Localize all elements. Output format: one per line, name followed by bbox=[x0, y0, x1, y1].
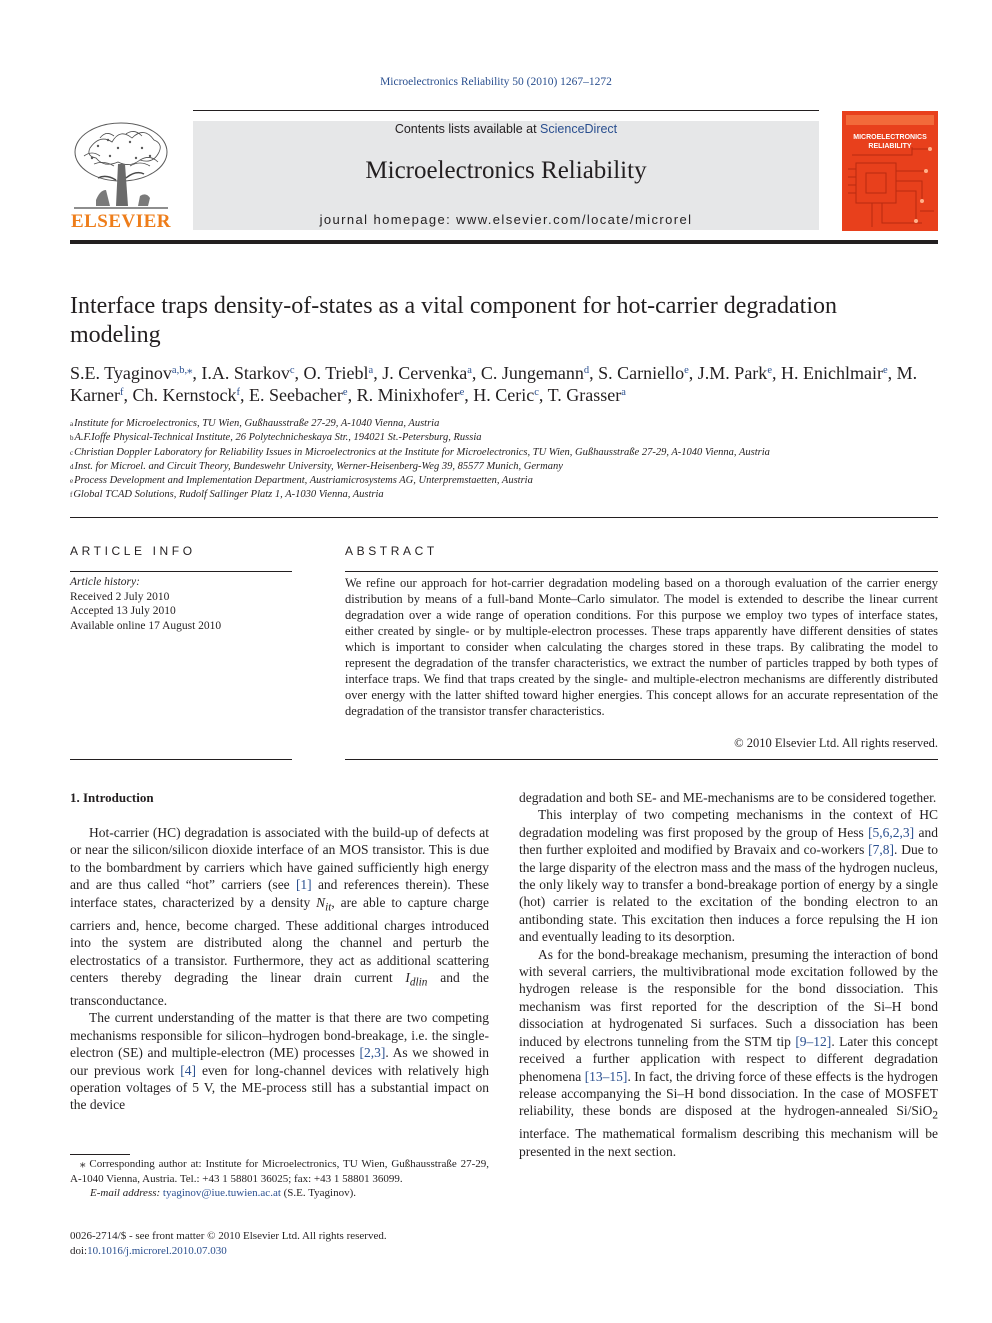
subscript: 2 bbox=[932, 1110, 938, 1122]
text-run: , are able to capture charge carriers and, hence, become charged. These additional charges introduced into the system are distributed along the channel and perturb the electrostatics of a transistor. Furthermore, they act as additional scattering centers thereby degrading the linear drain current bbox=[70, 894, 489, 985]
front-matter bbox=[70, 1229, 387, 1258]
affiliation-item bbox=[70, 460, 938, 474]
symbol-text: I bbox=[405, 969, 410, 985]
citation-link[interactable]: [9–12] bbox=[795, 1033, 832, 1049]
affiliation-key: d bbox=[70, 462, 74, 471]
text-run: and references therein). These interface states, characterized by a density bbox=[70, 877, 489, 910]
author-separator: , bbox=[464, 385, 474, 405]
text-run: interface. The mathematical formalism describing this mechanism will be presented in the next section. bbox=[519, 1126, 938, 1159]
author-name: S.E. Tyaginov bbox=[70, 363, 172, 383]
doi-link[interactable]: 10.1016/j.microrel.2010.07.030 bbox=[87, 1244, 227, 1257]
author-separator: , bbox=[123, 385, 133, 405]
author-name: R. Minixhofer bbox=[356, 385, 460, 405]
author-name: H. Ceric bbox=[473, 385, 535, 405]
paragraph bbox=[519, 946, 938, 1161]
author-affiliation-marker[interactable]: e bbox=[684, 365, 689, 376]
citation-link[interactable]: [2,3] bbox=[359, 1045, 386, 1061]
author-name: J.M. Park bbox=[697, 363, 768, 383]
elsevier-wordmark: ELSEVIER bbox=[70, 211, 172, 232]
author-affiliation-marker[interactable]: f bbox=[119, 387, 124, 398]
section-heading: 1. Introduction bbox=[70, 790, 154, 805]
author-list bbox=[70, 362, 938, 406]
author-separator: , bbox=[347, 385, 357, 405]
text-run: This interplay of two competing mechanisms in the context of HC degradation modeling was first proposed by the group of Hess bbox=[519, 807, 938, 840]
received-date: Received 2 July 2010 bbox=[70, 590, 170, 603]
doi-label: doi: bbox=[70, 1244, 88, 1257]
paragraph bbox=[70, 824, 489, 1009]
symbol-idlin bbox=[405, 969, 428, 989]
affiliation-text: Inst. for Microel. and Circuit Theory, Bundeswehr University, Werner-Heisenberg-Weg 39, 85577 Munich, Germany bbox=[74, 460, 563, 472]
text-run: even for long-channel devices with relatively high operation voltages of 5 V, the ME-process still has a substantial impact on the device bbox=[70, 1062, 490, 1113]
footnote-marker: ⁎ bbox=[80, 1158, 86, 1170]
affiliation-key: c bbox=[70, 448, 74, 457]
author-separator: , bbox=[538, 385, 548, 405]
circuit-cover-icon bbox=[842, 111, 938, 231]
author-name: T. Grasser bbox=[547, 385, 622, 405]
author-name: S. Carniello bbox=[598, 363, 685, 383]
affiliation-key: a bbox=[70, 420, 74, 428]
citation-link[interactable]: [13–15] bbox=[584, 1068, 628, 1084]
paragraph bbox=[70, 1009, 489, 1113]
author-affiliation-marker[interactable]: c bbox=[289, 365, 295, 376]
author-name: C. Jungemann bbox=[480, 363, 584, 383]
author-affiliation-marker[interactable]: a,b,⁎ bbox=[171, 365, 193, 376]
email-label: E-mail address: bbox=[90, 1187, 163, 1199]
affiliation-text: Christian Doppler Laboratory for Reliability Issues in Microelectronics at the Institute for Microelectronics, TU Wien, Gußhausstraße 27-29, A-1040 Vienna, Austria bbox=[74, 446, 770, 458]
journal-title: Microelectronics Reliability bbox=[365, 157, 647, 184]
paragraph bbox=[519, 806, 938, 945]
doi-line bbox=[70, 1244, 387, 1259]
author-separator: , bbox=[771, 363, 781, 383]
citation-link[interactable]: [1] bbox=[295, 877, 312, 893]
abstract-heading: ABSTRACT bbox=[345, 544, 438, 558]
author-name: E. Seebacher bbox=[248, 385, 343, 405]
author-name: O. Triebl bbox=[303, 363, 369, 383]
affiliation-text: A.F.Ioffe Physical-Technical Institute, 26 Polytechnicheskaya Str., 194021 St.-Petersburg, Russia bbox=[74, 432, 482, 444]
header-rule bbox=[193, 110, 819, 111]
corresponding-author-footnote bbox=[70, 1157, 489, 1201]
article-info-rule-top bbox=[70, 571, 292, 572]
symbol-nit bbox=[316, 894, 332, 914]
affiliation-item bbox=[70, 417, 938, 431]
affiliation-key: b bbox=[70, 434, 74, 443]
article-info-rule-bottom bbox=[70, 759, 292, 760]
article-info-heading: ARTICLE INFO bbox=[70, 544, 196, 558]
citation-link[interactable]: [7,8] bbox=[868, 842, 895, 858]
author-name: I.A. Starkov bbox=[201, 363, 290, 383]
cover-title-line1: MICROELECTRONICS bbox=[853, 134, 927, 141]
abstract-rule-top bbox=[345, 571, 938, 572]
history-label: Article history: bbox=[70, 576, 140, 588]
author-affiliation-marker[interactable]: e bbox=[459, 387, 465, 398]
text-run: Hot-carrier (HC) degradation is associated with the build-up of defects at or near the silicon/silicon dioxide interface of an MOS transistor. This is due to the bombardment by carriers which have gained sufficiently high energy and are thus called “hot” carriers (see bbox=[70, 825, 489, 893]
body-column-left bbox=[70, 824, 489, 1114]
citation-link[interactable]: [4] bbox=[180, 1062, 196, 1078]
author-affiliation-marker[interactable]: a bbox=[621, 387, 626, 398]
affiliation-text: Institute for Microelectronics, TU Wien, Gußhausstraße 27-29, A-1040 Vienna, Austria bbox=[74, 418, 440, 429]
abstract-rule-bottom bbox=[345, 759, 938, 760]
contents-prefix: Contents lists available at bbox=[394, 122, 541, 136]
footnote-rule bbox=[70, 1154, 130, 1155]
sciencedirect-link[interactable]: ScienceDirect bbox=[540, 122, 618, 136]
author-separator: , bbox=[192, 363, 202, 383]
author-separator: , bbox=[373, 363, 383, 383]
abstract-text: We refine our approach for hot-carrier degradation modeling based on a thorough evaluation of the carrier energy distribution by means of a full-band Monte–Carlo simulator. The model is extended to describe the linear current degradation over a wide range of operation conditions. For this purpose we employ two types of interface states, either created by single- or by multiple-electron processes. These traps apparently have different densities of states which is important to consider when calculating the charges stored in these traps. By calibrating the model to represent the degradation of the transfer characteristics, we extract the number of particles trapped by both types of interface traps. We find that traps created by the single- and multiple-electron mechanisms are differently distributed over energy with the latter shifted toward higher energies. This concept allows for an accurate representation of the degradation of the transistor transfer characteristics. bbox=[345, 576, 938, 718]
author-affiliation-marker[interactable]: c bbox=[534, 387, 539, 398]
issn-line: 0026-2714/$ - see front matter © 2010 Elsevier Ltd. All rights reserved. bbox=[70, 1230, 387, 1242]
author-separator: , bbox=[471, 363, 481, 383]
tree-icon bbox=[70, 120, 172, 212]
cover-title-line2: RELIABILITY bbox=[868, 143, 912, 150]
affiliation-item bbox=[70, 431, 938, 445]
author-name: Ch. Kernstock bbox=[132, 385, 237, 405]
author-separator: , bbox=[589, 363, 599, 383]
text-run: As for the bond-breakage mechanism, presuming the interaction of bond with several carriers, the multivibrational mode excitation followed by the hydrogen release is the responsible for the bond dissociation. This mechanism was first reported for the description of the Si–H bond dissociation at hydrogenated Si surfaces. Such a dissociation has been induced by electrons tunneling from the STM tip bbox=[519, 946, 938, 1049]
journal-cover bbox=[842, 111, 938, 231]
cover-title bbox=[842, 133, 938, 151]
text-run: . Due to the large disparity of the electron mass and the mass of the hydrogen nucleus, the only likely way to transfer a bond-breakage portion of energy by a single (hot) carrier is related to the excitation of the bonding electron to an antibonding state. This excitation then induces a force repulsing the H ion and eventually leading to its desorption. bbox=[519, 842, 938, 945]
text-run: and then further exploited and modified by Bravaix and co-workers bbox=[519, 824, 938, 858]
masthead bbox=[193, 121, 819, 230]
symbol-subscript: dlin bbox=[409, 976, 428, 989]
affiliation-rule bbox=[70, 517, 938, 518]
paragraph: degradation and both SE- and ME-mechanisms are to be considered together. bbox=[519, 790, 937, 805]
author-separator: , bbox=[239, 385, 249, 405]
accepted-date: Accepted 13 July 2010 bbox=[70, 605, 176, 617]
author-name: M. Karner bbox=[70, 363, 918, 405]
affiliation-list bbox=[70, 417, 938, 503]
footnote-text: Corresponding author at: Institute for Microelectronics, TU Wien, Gußhausstraße 27-29, A-1040 Vienna, Austria. Tel.: +43 1 58801 36025; fax: +43 1 58801 36099. bbox=[70, 1158, 489, 1185]
affiliation-item bbox=[70, 488, 938, 502]
affiliation-item bbox=[70, 474, 938, 488]
text-run: The current understanding of the matter is that there are two competing mechanisms responsible for silicon–hydrogen bond-breakage, i.e. the single-electron (SE) and multiple-electron (ME) processes bbox=[70, 1010, 489, 1061]
paper-title: Interface traps density-of-states as a vital component for hot-carrier degradation modeling bbox=[70, 293, 838, 348]
text-run: . Later this concept received a further application with respect to different degradation phenomena bbox=[519, 1033, 938, 1084]
header-thick-rule bbox=[70, 240, 938, 244]
text-run: . In fact, the driving force of these effects is the hydrogen release accompanying the Si–H bond dissociation. In the case of MOSFET reliability, these bonds are disposed at the hydrogen-annealed Si/SiO bbox=[519, 1068, 939, 1119]
email-link[interactable]: tyaginov@iue.tuwien.ac.at bbox=[162, 1187, 281, 1199]
article-history bbox=[70, 575, 221, 633]
author-separator: , bbox=[887, 363, 897, 383]
author-affiliation-marker[interactable]: a bbox=[368, 365, 374, 376]
author-separator: , bbox=[688, 363, 698, 383]
text-run: . As we showed in our previous work bbox=[70, 1045, 490, 1078]
symbol-text: N bbox=[316, 894, 326, 910]
author-affiliation-marker[interactable]: f bbox=[236, 387, 240, 398]
email-owner: (S.E. Tyaginov). bbox=[280, 1187, 356, 1199]
online-date: Available online 17 August 2010 bbox=[70, 619, 222, 632]
author-affiliation-marker[interactable]: e bbox=[342, 387, 348, 398]
author-name: J. Cervenka bbox=[382, 363, 468, 383]
author-affiliation-marker[interactable]: e bbox=[882, 365, 888, 376]
author-name: H. Enichlmair bbox=[780, 363, 883, 383]
affiliation-item bbox=[70, 446, 938, 460]
author-affiliation-marker[interactable]: e bbox=[767, 365, 772, 376]
copyright-line: © 2010 Elsevier Ltd. All rights reserved. bbox=[734, 736, 938, 750]
author-affiliation-marker[interactable]: d bbox=[583, 365, 590, 376]
body-column-right bbox=[519, 789, 938, 1160]
journal-homepage[interactable]: journal homepage: www.elsevier.com/locate/microrel bbox=[319, 212, 693, 227]
author-affiliation-marker[interactable]: a bbox=[467, 365, 472, 376]
citation-link[interactable]: [5,6,2,3] bbox=[868, 824, 915, 840]
journal-citation[interactable]: Microelectronics Reliability 50 (2010) 1267–1272 bbox=[380, 76, 612, 88]
contents-line bbox=[193, 122, 819, 136]
symbol-subscript: it bbox=[325, 901, 332, 914]
affiliation-key: f bbox=[70, 491, 73, 500]
affiliation-text: Process Development and Implementation Department, Austriamicrosystems AG, Unterpremstaetten, Austria bbox=[74, 475, 533, 487]
author-separator: , bbox=[294, 363, 304, 383]
affiliation-text: Global TCAD Solutions, Rudolf Sallinger Platz 1, A-1030 Vienna, Austria bbox=[73, 489, 384, 501]
affiliation-key: e bbox=[70, 477, 74, 486]
text-run: and the transconductance. bbox=[70, 969, 489, 1009]
